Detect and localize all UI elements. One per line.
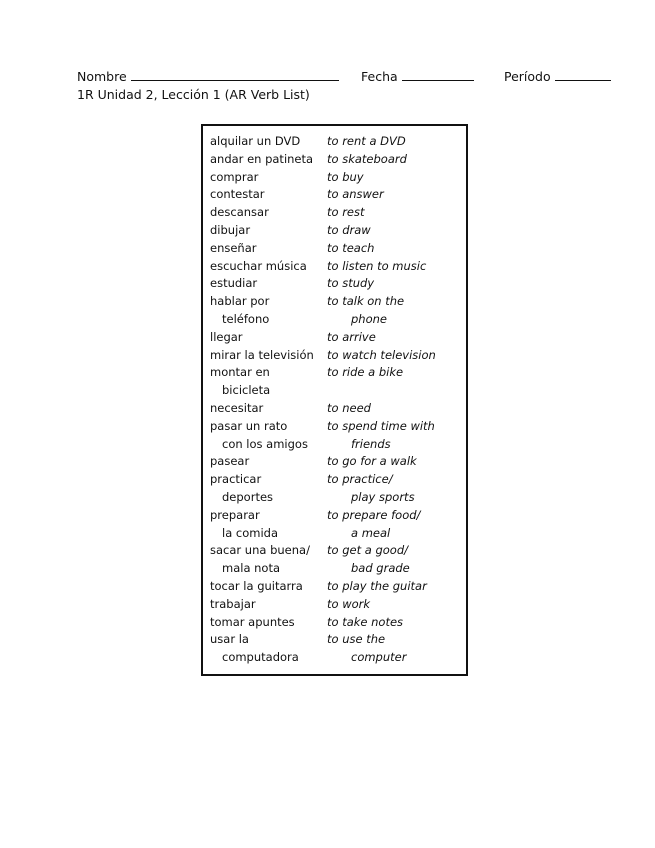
spanish-term: alquilar un DVD <box>210 134 301 148</box>
spanish-term: tomar apuntes <box>210 614 295 629</box>
spanish-term: comprar <box>210 169 259 184</box>
spanish-term: enseñar <box>210 240 257 255</box>
spanish-term: estudiar <box>210 276 258 291</box>
verb-row <box>210 222 462 240</box>
english-translation: to skateboard <box>327 151 407 166</box>
verb-row <box>210 169 462 187</box>
english-translation: to teach <box>327 240 375 255</box>
english-translation: to watch television <box>327 347 436 362</box>
english-translation: to listen to music <box>327 258 427 273</box>
spanish-term: la comida <box>222 525 279 540</box>
english-translation: to buy <box>327 169 364 184</box>
periodo-blank <box>555 68 611 81</box>
verb-row <box>210 400 462 418</box>
english-translation: to spend time with <box>327 418 435 433</box>
english-translation: to draw <box>327 222 371 237</box>
english-translation: computer <box>351 650 407 665</box>
english-translation: to ride a bike <box>327 365 404 380</box>
verb-row <box>210 151 462 169</box>
periodo-field <box>504 68 611 86</box>
english-translation: to take notes <box>327 614 404 629</box>
english-translation: to go for a walk <box>327 454 417 469</box>
verb-row-continuation <box>210 560 462 578</box>
english-translation: to use the <box>327 632 386 647</box>
verb-list-box <box>201 124 468 676</box>
periodo-label: Período <box>504 69 551 84</box>
document-subtitle: 1R Unidad 2, Lección 1 (AR Verb List) <box>77 87 310 102</box>
fecha-blank <box>402 68 474 81</box>
spanish-term: computadora <box>222 650 299 665</box>
spanish-term: trabajar <box>210 596 256 611</box>
english-translation <box>339 382 462 400</box>
english-translation: friends <box>351 436 391 451</box>
spanish-term: dibujar <box>210 222 251 237</box>
nombre-label: Nombre <box>77 69 127 84</box>
verb-row-continuation <box>210 525 462 543</box>
spanish-term: preparar <box>210 507 260 522</box>
verb-row-continuation <box>210 311 462 329</box>
spanish-term: usar la <box>210 632 249 647</box>
verb-row <box>210 133 462 151</box>
fecha-label: Fecha <box>361 69 398 84</box>
english-translation: to prepare food/ <box>327 507 421 522</box>
english-translation: to get a good/ <box>327 543 408 558</box>
english-translation: to arrive <box>327 329 376 344</box>
verb-row <box>210 240 462 258</box>
verb-row <box>210 578 462 596</box>
spanish-term: llegar <box>210 329 243 344</box>
english-translation: to rest <box>327 205 365 220</box>
english-translation: to study <box>327 276 375 291</box>
spanish-term: contestar <box>210 187 265 202</box>
verb-row <box>210 596 462 614</box>
verb-row <box>210 471 462 489</box>
english-translation: phone <box>351 311 387 326</box>
verb-row <box>210 418 462 436</box>
verb-row-continuation <box>210 436 462 454</box>
verb-row <box>210 258 462 276</box>
english-translation: to answer <box>327 187 384 202</box>
verb-row <box>210 293 462 311</box>
spanish-term: practicar <box>210 472 262 487</box>
verb-row <box>210 364 462 382</box>
english-translation: bad grade <box>351 561 410 576</box>
spanish-term: pasar un rato <box>210 418 288 433</box>
verb-row-continuation <box>210 489 462 507</box>
english-translation: play sports <box>351 489 415 504</box>
verb-row <box>210 329 462 347</box>
verb-row <box>210 275 462 293</box>
verb-row-continuation <box>210 382 462 400</box>
spanish-term: sacar una buena/ <box>210 543 310 558</box>
spanish-term: mirar la televisión <box>210 347 314 362</box>
spanish-term: con los amigos <box>222 436 308 451</box>
spanish-term: hablar por <box>210 294 270 309</box>
header-fields <box>77 68 617 86</box>
verb-row <box>210 347 462 365</box>
verb-row <box>210 186 462 204</box>
verb-row <box>210 507 462 525</box>
spanish-term: teléfono <box>222 311 270 326</box>
verb-row <box>210 614 462 632</box>
nombre-blank <box>131 68 339 81</box>
spanish-term: tocar la guitarra <box>210 578 303 593</box>
verb-row <box>210 453 462 471</box>
verb-row-continuation <box>210 649 462 667</box>
spanish-term: descansar <box>210 205 269 220</box>
spanish-term: necesitar <box>210 400 264 415</box>
english-translation: a meal <box>351 525 391 540</box>
english-translation: to need <box>327 400 371 415</box>
english-translation: to talk on the <box>327 294 405 309</box>
spanish-term: deportes <box>222 489 274 504</box>
verb-row <box>210 542 462 560</box>
verb-row <box>210 204 462 222</box>
verb-list <box>210 133 462 667</box>
spanish-term: montar en <box>210 365 270 380</box>
spanish-term: bicicleta <box>222 383 271 398</box>
english-translation: to practice/ <box>327 472 393 487</box>
verb-row <box>210 631 462 649</box>
spanish-term: pasear <box>210 454 250 469</box>
nombre-field <box>77 68 339 86</box>
spanish-term: escuchar música <box>210 258 307 273</box>
english-translation: to work <box>327 596 371 611</box>
spanish-term: mala nota <box>222 561 281 576</box>
fecha-field <box>361 68 474 86</box>
english-translation: to play the guitar <box>327 578 427 593</box>
spanish-term: andar en patineta <box>210 151 314 166</box>
english-translation: to rent a DVD <box>327 134 406 148</box>
